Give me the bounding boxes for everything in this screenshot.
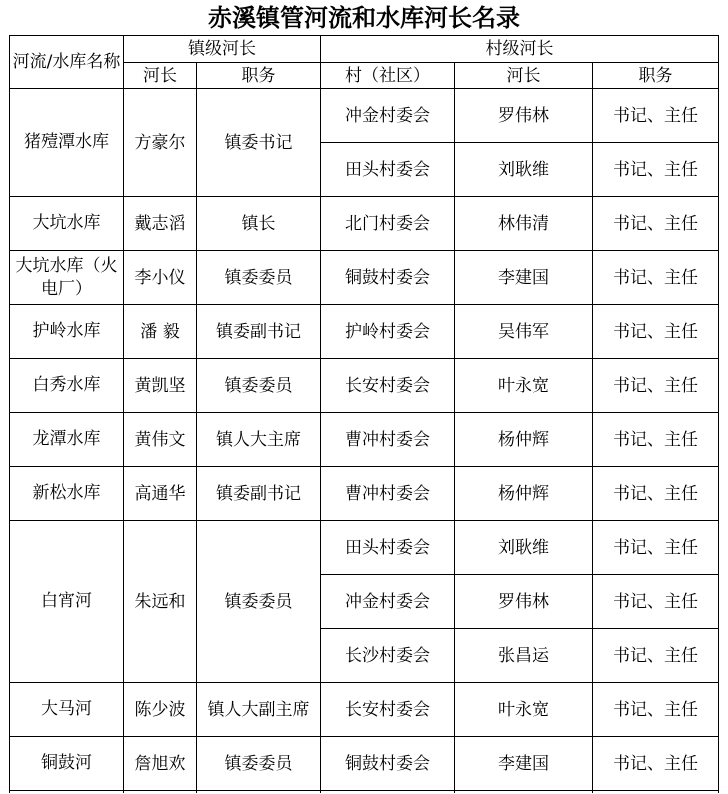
village-cell: 田头村委会 (321, 521, 455, 575)
village-role-cell: 书记、主任 (593, 89, 719, 143)
village-cell: 曹冲村委会 (321, 413, 455, 467)
village-chief-cell: 叶永宽 (455, 683, 593, 737)
village-cell: 北门村委会 (321, 197, 455, 251)
town-chief-cell: 李小仪 (124, 251, 197, 305)
table-row (10, 683, 719, 737)
town-role-cell: 镇委委员 (197, 359, 321, 413)
village-cell: 长沙村委会 (321, 629, 455, 683)
village-cell: 曹冲村委会 (321, 467, 455, 521)
header-town-chief: 河长 (124, 63, 197, 89)
town-role-cell: 镇委委员 (197, 737, 321, 791)
continuation-cell (593, 791, 719, 794)
village-cell: 护岭村委会 (321, 305, 455, 359)
table-row (10, 737, 719, 791)
town-role-cell: 镇委副书记 (197, 467, 321, 521)
table-row (10, 467, 719, 521)
village-role-cell: 书记、主任 (593, 143, 719, 197)
village-chief-cell: 罗伟林 (455, 575, 593, 629)
river-name-cell: 护岭水库 (10, 305, 124, 359)
town-chief-cell: 高通华 (124, 467, 197, 521)
village-chief-cell: 李建国 (455, 737, 593, 791)
town-role-cell: 镇长 (197, 197, 321, 251)
header-town-group: 镇级河长 (124, 36, 321, 63)
table-row (10, 521, 719, 575)
town-chief-cell: 陈少波 (124, 683, 197, 737)
village-role-cell: 书记、主任 (593, 197, 719, 251)
header-town-role: 职务 (197, 63, 321, 89)
town-chief-cell: 戴志滔 (124, 197, 197, 251)
village-chief-cell: 李建国 (455, 251, 593, 305)
river-name-cell: 白秀水库 (10, 359, 124, 413)
village-chief-cell: 吴伟军 (455, 305, 593, 359)
village-chief-cell: 杨仲辉 (455, 467, 593, 521)
continuation-cell (124, 791, 197, 794)
table-row (10, 89, 719, 143)
village-role-cell: 书记、主任 (593, 467, 719, 521)
header-village-role: 职务 (593, 63, 719, 89)
village-role-cell: 书记、主任 (593, 683, 719, 737)
village-cell: 长安村委会 (321, 359, 455, 413)
town-role-cell: 镇人大主席 (197, 413, 321, 467)
header-row-top (10, 36, 719, 63)
village-chief-cell: 叶永宽 (455, 359, 593, 413)
table-row-continuation (10, 791, 719, 794)
header-village-chief: 河长 (455, 63, 593, 89)
town-role-cell: 镇委副书记 (197, 305, 321, 359)
town-chief-cell: 方豪尔 (124, 89, 197, 197)
header-village: 村（社区） (321, 63, 455, 89)
village-cell: 冲金村委会 (321, 575, 455, 629)
village-cell: 长安村委会 (321, 683, 455, 737)
river-name-cell: 大坑水库 (10, 197, 124, 251)
document-title: 赤溪镇管河流和水库河长名录 (208, 3, 520, 32)
continuation-cell (455, 791, 593, 794)
village-chief-cell: 杨仲辉 (455, 413, 593, 467)
river-name-cell: 铜鼓河 (10, 737, 124, 791)
town-chief-cell: 黄伟文 (124, 413, 197, 467)
village-role-cell: 书记、主任 (593, 305, 719, 359)
village-role-cell: 书记、主任 (593, 575, 719, 629)
table-row (10, 305, 719, 359)
table-row (10, 359, 719, 413)
table-body (10, 36, 719, 794)
header-river-name: 河流/水库名称 (10, 36, 124, 89)
table-row (10, 197, 719, 251)
continuation-cell (197, 791, 321, 794)
village-role-cell: 书记、主任 (593, 251, 719, 305)
river-name-cell: 新松水库 (10, 467, 124, 521)
town-chief-cell: 潘 毅 (124, 305, 197, 359)
river-name-cell: 大坑水库（火电厂） (10, 251, 124, 305)
town-role-cell: 镇人大副主席 (197, 683, 321, 737)
town-role-cell: 镇委委员 (197, 521, 321, 683)
village-role-cell: 书记、主任 (593, 413, 719, 467)
village-chief-cell: 刘耿维 (455, 143, 593, 197)
village-role-cell: 书记、主任 (593, 359, 719, 413)
town-chief-cell: 黄凯坚 (124, 359, 197, 413)
continuation-cell (321, 791, 455, 794)
village-chief-cell: 罗伟林 (455, 89, 593, 143)
river-name-cell: 猪殪潭水库 (10, 89, 124, 197)
village-role-cell: 书记、主任 (593, 737, 719, 791)
town-role-cell: 镇委委员 (197, 251, 321, 305)
village-chief-cell: 刘耿维 (455, 521, 593, 575)
village-cell: 铜鼓村委会 (321, 737, 455, 791)
river-name-cell: 白宵河 (10, 521, 124, 683)
village-chief-cell: 张昌运 (455, 629, 593, 683)
river-chief-table (9, 35, 719, 793)
town-role-cell: 镇委书记 (197, 89, 321, 197)
town-chief-cell: 朱远和 (124, 521, 197, 683)
river-name-cell: 大马河 (10, 683, 124, 737)
header-village-group: 村级河长 (321, 36, 719, 63)
town-chief-cell: 詹旭欢 (124, 737, 197, 791)
village-cell: 田头村委会 (321, 143, 455, 197)
village-cell: 铜鼓村委会 (321, 251, 455, 305)
continuation-cell (10, 791, 124, 794)
river-name-cell: 龙潭水库 (10, 413, 124, 467)
village-role-cell: 书记、主任 (593, 629, 719, 683)
table-row (10, 413, 719, 467)
table-row (10, 251, 719, 305)
village-chief-cell: 林伟清 (455, 197, 593, 251)
village-cell: 冲金村委会 (321, 89, 455, 143)
village-role-cell: 书记、主任 (593, 521, 719, 575)
